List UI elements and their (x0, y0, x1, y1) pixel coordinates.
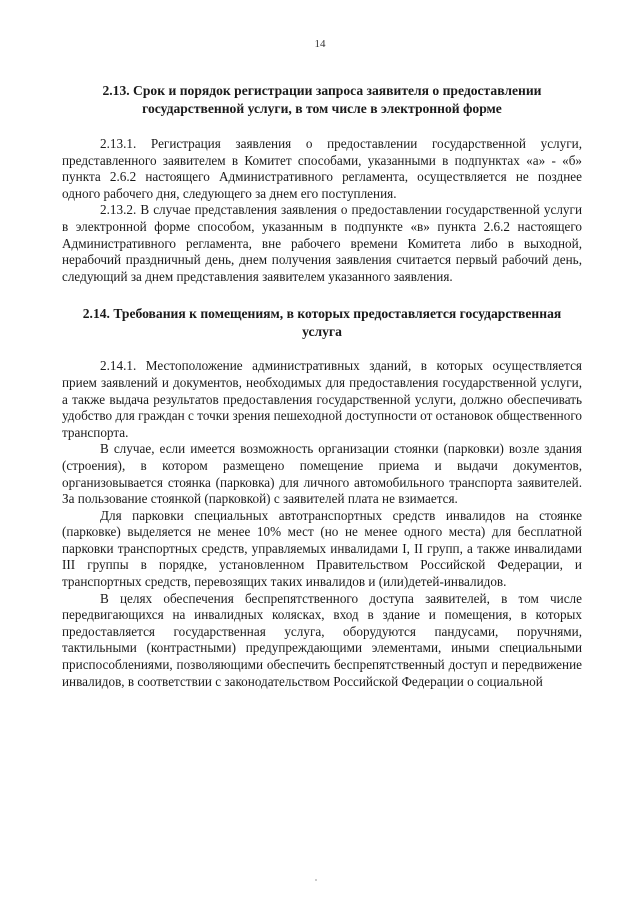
paragraph-2-14-1: 2.14.1. Местоположение административных зданий, в которых осуществляется прием заявлений и документов, необходимых для предоставления государственной услуги, а также выдача результатов предоставления государственной услуги, должно обеспечивать удобство для граждан с точки зрения пешеходной доступности от остановок общественного транспорта. (62, 358, 582, 440)
paragraph-disabled-parking: Для парковки специальных автотранспортных средств инвалидов на стоянке (парковке) выделяется не менее 10% мест (но не менее одного места) для бесплатной парковки транспортных средств, управляемых инвалидами I, II групп, а также инвалидами III группы в порядке, установленном Правительством Российской Федерации, и транспортных средств, перевозящих таких инвалидов и (или)детей-инвалидов. (62, 507, 582, 590)
paragraph-accessibility: В целях обеспечения беспрепятственного доступа заявителей, в том числе передвигающихся на инвалидных колясках, вход в здание и помещения, в которых предоставляется государственная услуга, оборудуются пандусами, поручнями, тактильными (контрастными) предупреждающими элементами, иными специальными приспособлениями, позволяющими обеспечить беспрепятственный доступ и передвижение инвалидов, в соответствии с законодательством Российской Федерации о социальной (62, 590, 582, 689)
section-heading-2-14: 2.14. Требования к помещениям, в которых предоставляется государственная услуга (82, 306, 562, 340)
scan-speck (315, 879, 317, 881)
section-heading-2-13: 2.13. Срок и порядок регистрации запроса заявителя о предоставлении государственной услуги, в том числе в электронной форме (102, 83, 542, 116)
paragraph-2-13-1: 2.13.1. Регистрация заявления о предоставлении государственной услуги, представленного заявителем в Комитет способами, указанными в подпунктах «а» - «б» пункта 2.6.2 настоящего Административного регламента, осуществляется не позднее одного рабочего дня, следующего за днем его поступления. (62, 136, 582, 201)
paragraph-2-13-2: 2.13.2. В случае представления заявления о предоставлении государственной услуги в электронной форме способом, указанным в подпункте «в» пункта 2.6.2 настоящего Административного регламента, вне рабочего времени Комитета либо в выходной, нерабочий праздничный день, днем получения заявления считается первый рабочий день, следующий за днем представления заявителем указанного заявления. (62, 202, 582, 284)
document-body (62, 82, 582, 690)
paragraph-parking: В случае, если имеется возможность организации стоянки (парковки) возле здания (строения), в котором размещено помещение приема и выдачи документов, организовывается стоянка (парковка) для личного автомобильного транспорта заявителей. За пользование стоянкой (парковкой) с заявителей плата не взимается. (62, 441, 582, 507)
page-number: 14 (314, 38, 326, 50)
